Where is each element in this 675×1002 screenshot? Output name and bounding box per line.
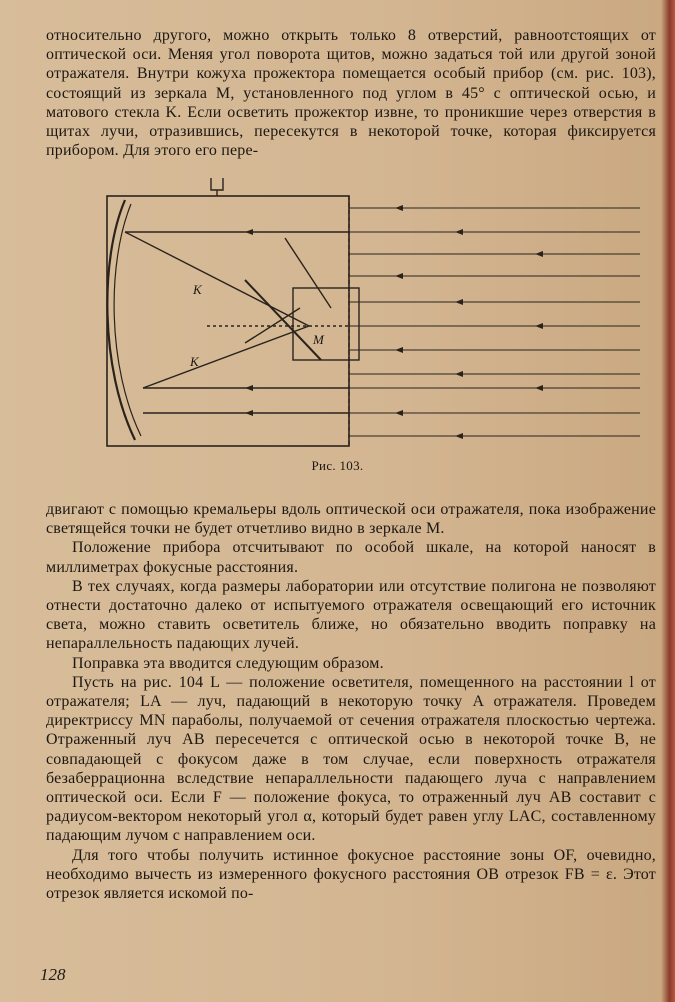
paragraph-4: Поправка эта вводится следующим образом. bbox=[72, 654, 384, 672]
figure-caption: Рис. 103. bbox=[311, 458, 364, 473]
bottom-text-block bbox=[46, 500, 656, 903]
paragraph-top: относительно другого, можно открыть только 8 отверстий, равноотстоящих от оптической оси. Меняя угол поворота щитов, можно задаться той или другой зоной отражателя. Внутри кожуха прожектора помещается особый прибор (см. рис. 103), состоящий из зеркала M, установленного под углом в 45° с оптической осью, и матового стекла K. Если осветить прожектор извне, то проникшие через отверстия в щитах лучи, отразившись, пересекутся в некоторой точке, которая фиксируется прибором. Для этого его пере- bbox=[46, 27, 656, 160]
paragraph-1: двигают с помощью кремальеры вдоль оптической оси отражателя, пока изображение светящейся точки не будет отчетливо видно в зеркале M. bbox=[46, 501, 656, 538]
paragraph-2: Положение прибора отсчитывают по особой шкале, на которой наносят в миллиметрах фокусные расстояния. bbox=[46, 539, 656, 576]
top-text-block bbox=[46, 26, 656, 160]
book-spine-edge bbox=[661, 0, 675, 1002]
figure-103-diagram bbox=[95, 178, 645, 448]
label-k-bottom: K bbox=[190, 354, 199, 369]
paragraph-6: Для того чтобы получить истинное фокусное расстояние зоны OF, очевидно, необходимо вычесть из измеренного фокусного расстояния OB отрезок FB = ε. Этот отрезок является искомой по- bbox=[46, 846, 656, 903]
label-m: M bbox=[313, 332, 324, 347]
paragraph-5: Пусть на рис. 104 L — положение осветителя, помещенного на расстоянии l от отражателя; LA — луч, падающий в некоторую точку A отражателя. Проведем директриссу MN параболы, получаемой от сечения отражателя плоскостью чертежа. Отраженный луч AB пересечется с оптической осью в некоторой точке B, не совпадающей с фокусом даже в том случае, если поверхность отражателя безаберрационна вследствие непараллельности падающего луча с направлением оптической оси. Если F — положение фокуса, то отраженный луч AB составит с радиусом-вектором некоторый угол α, который будет равен углу LAC, составленному падающим лучом с направлением оси. bbox=[46, 673, 656, 845]
page-number: 128 bbox=[40, 965, 66, 984]
paragraph-3: В тех случаях, когда размеры лаборатории или отсутствие полигона не позволяют отнести достаточно далеко от испытуемого отражателя освещающий его источник света, можно ставить осветитель ближе, но обязательно вводить поправку на непараллельность падающих лучей. bbox=[46, 577, 656, 653]
label-k-top: K bbox=[193, 282, 202, 297]
